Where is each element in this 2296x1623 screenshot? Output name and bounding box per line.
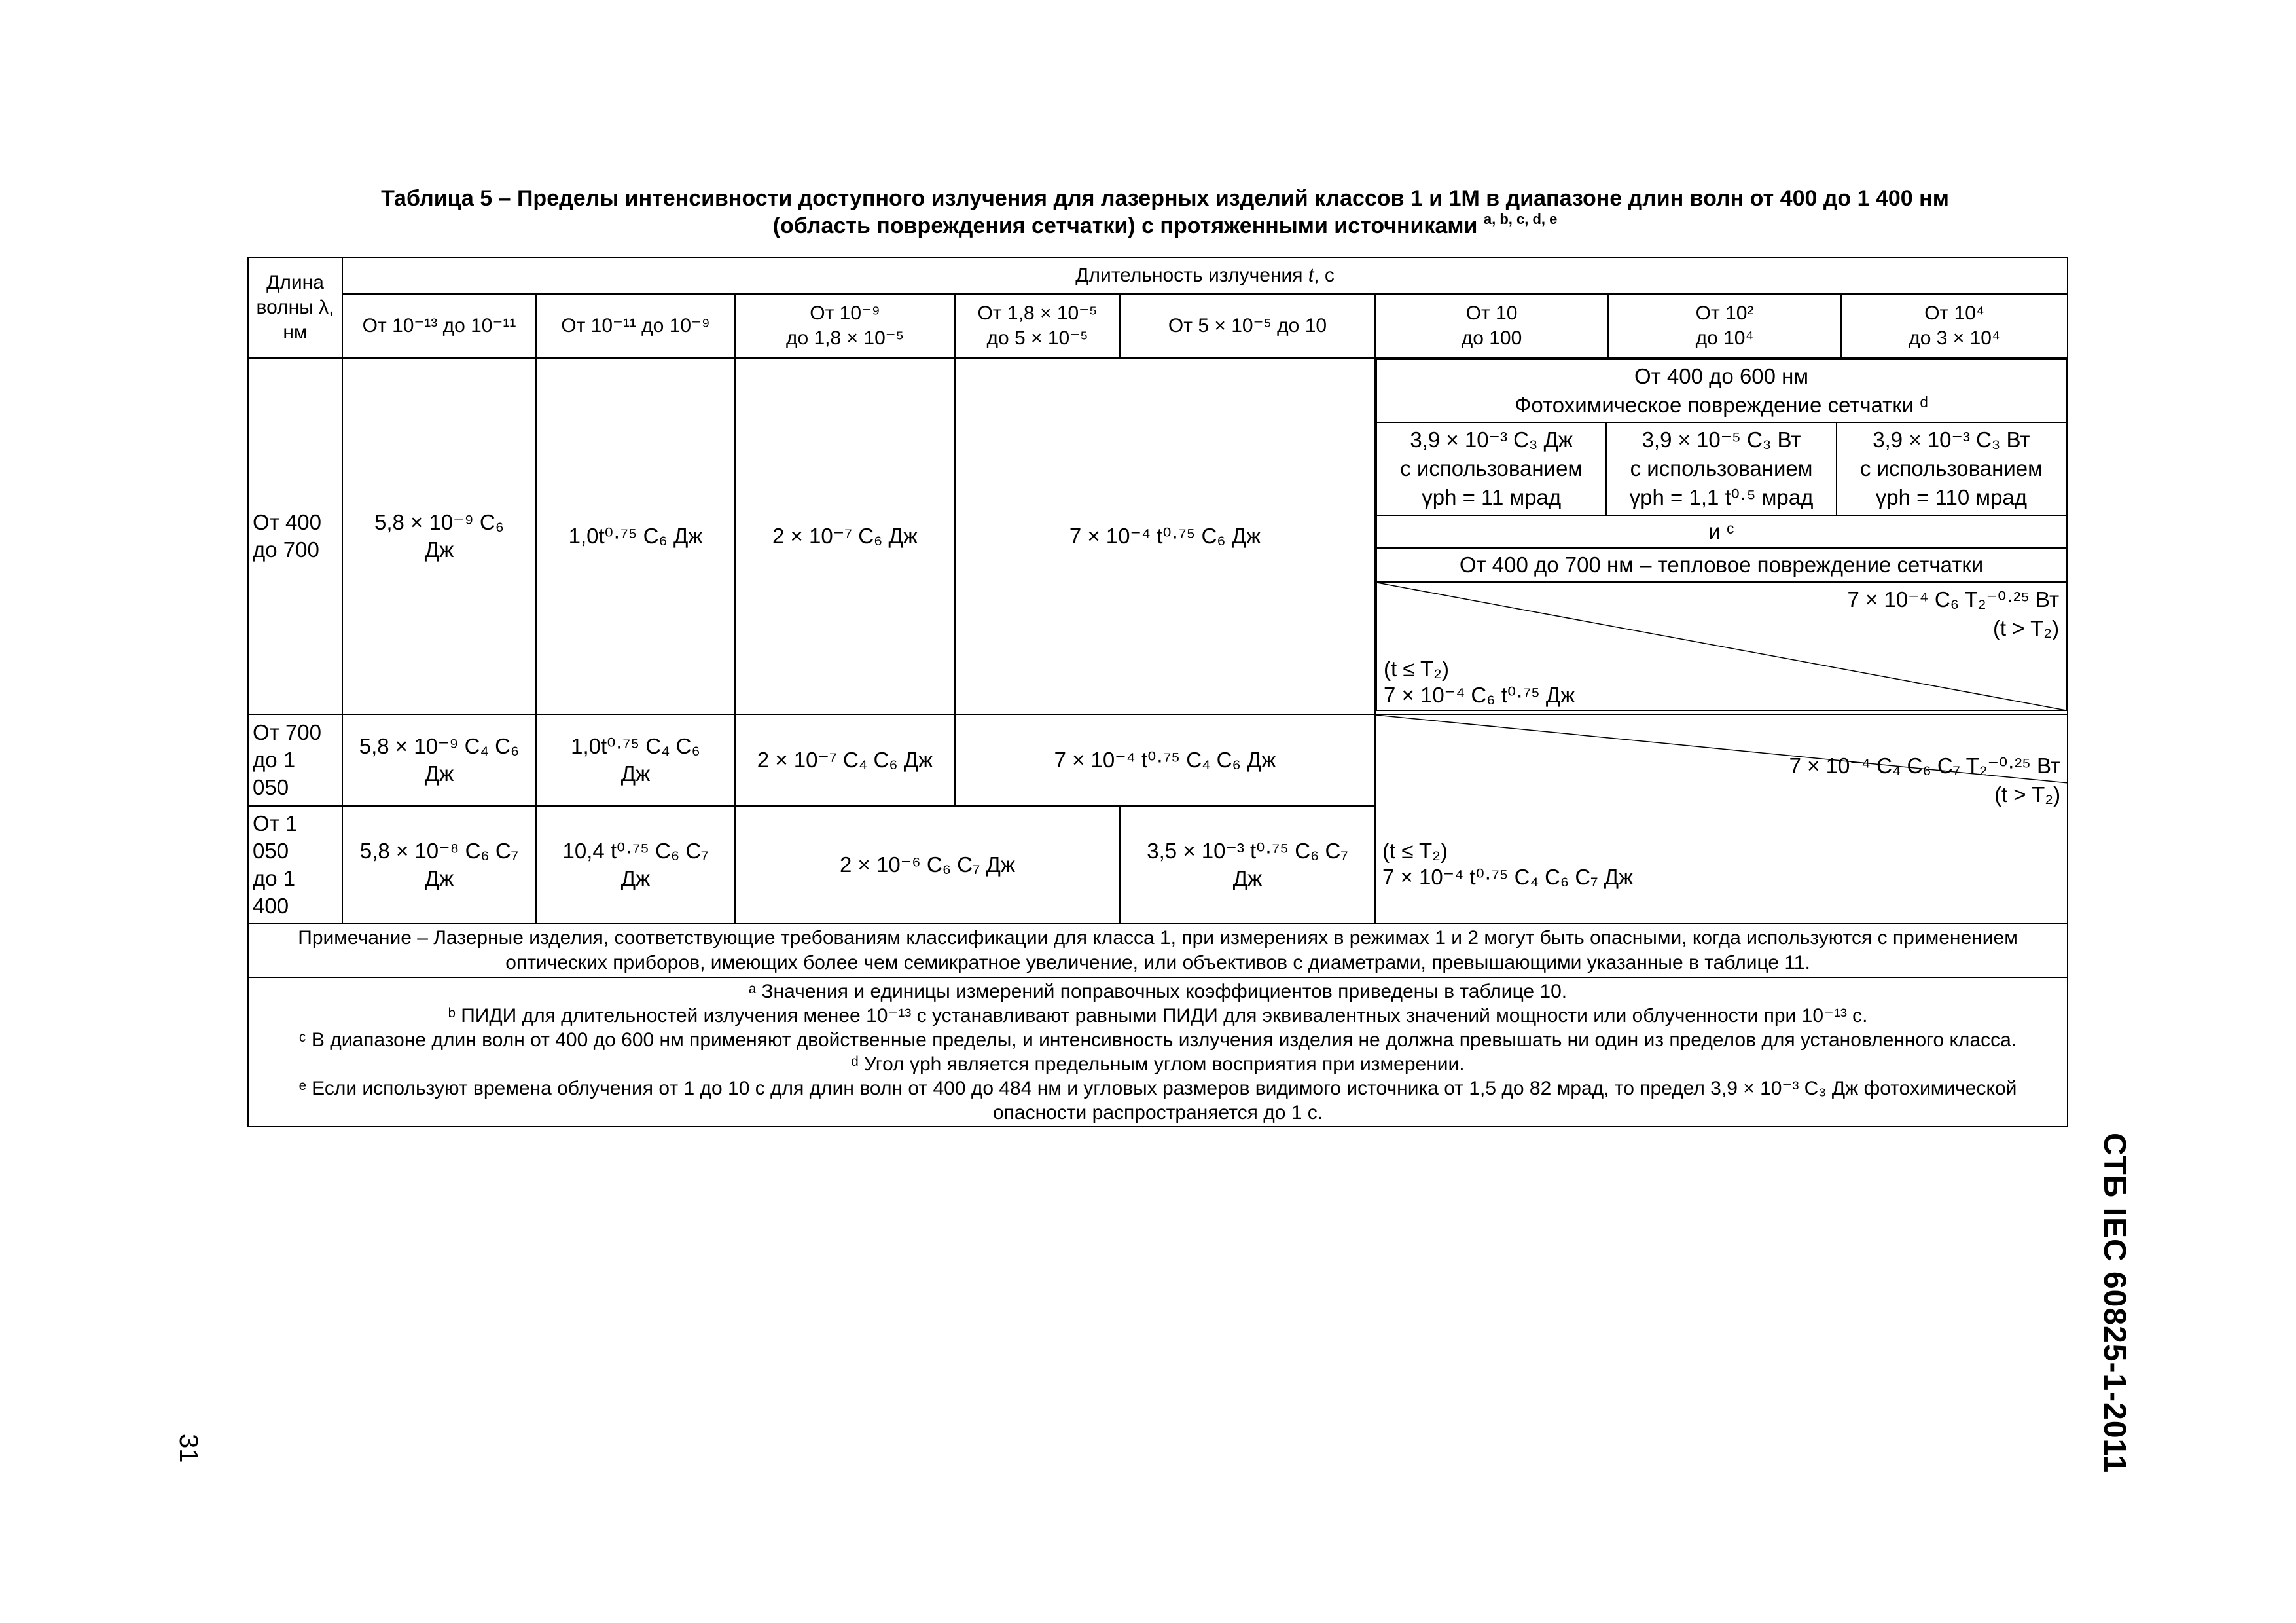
col-header-1: От 10⁻¹³ до 10⁻¹¹ [342,294,536,358]
thermal-short-limit [1384,656,1575,708]
row3-val-5a: 3,5 × 10⁻³ t⁰·⁷⁵ C₆ C₇ [1147,839,1348,863]
col-header-6 [1375,294,1608,358]
row2-val-45: 7 × 10⁻⁴ t⁰·⁷⁵ C₄ C₆ Дж [955,714,1375,806]
photo-limit-1b: с использованием [1400,456,1583,481]
thermal-long-limit [1847,585,2059,643]
table-footnotes [248,977,2068,1127]
thermal-long-a: 7 × 10⁻⁴ C₆ T₂⁻⁰·²⁵ Вт [1847,587,2060,611]
photo-limit-2c: γph = 1,1 t⁰·⁵ мрад [1629,485,1814,509]
duration-var: t [1308,264,1314,286]
row2-wl-c: 050 [253,775,289,799]
ir-short-a: (t ≤ T₂) [1382,839,1448,863]
footnote-a: ᵃ Значения и единицы измерений поправочных коэффициентов приведены в таблице 10. [748,981,1568,1002]
row1-val-1a: 5,8 × 10⁻⁹ C₆ [374,510,505,534]
row1-val-45: 7 × 10⁻⁴ t⁰·⁷⁵ C₆ Дж [955,358,1375,714]
row3-val-1a: 5,8 × 10⁻⁸ C₆ C₇ [359,839,519,863]
row1-long-duration [1375,358,2068,714]
page-number-text: 31 [174,1434,203,1463]
photo-limit-2b: с использованием [1630,456,1813,481]
row1-val-2: 1,0t⁰·⁷⁵ C₆ Дж [536,358,735,714]
dual-limit-and: и ᶜ [1376,515,2066,548]
photochemical-header [1376,359,2066,422]
col-header-4a: От 1,8 × 10⁻⁵ [977,302,1098,324]
thermal-header: От 400 до 700 нм – тепловое повреждение сетчатки [1376,548,2066,582]
duration-unit: , с [1314,264,1335,286]
row2-val-2 [536,714,735,806]
row3-val-5b: Дж [1232,866,1263,890]
limits-table [247,257,2068,1127]
row2-val-1a: 5,8 × 10⁻⁹ C₄ C₆ [359,734,520,758]
footnote-e: ᵉ Если используют времена облучения от 1 до 10 с для длин волн от 400 до 484 нм и угловых размеров видимого источника от 1,5 до 82 мрад, то предел 3,9 × 10⁻³ C₃ Дж фотохимической опасности распространяется до 1 с. [298,1078,2017,1123]
footnote-b: ᵇ ПИДИ для длительностей излучения менее 10⁻¹³ с устанавливают равными ПИДИ для эквивалентных значений мощности или облученности при 10⁻¹³ с. [448,1005,1868,1027]
col-header-2: От 10⁻¹¹ до 10⁻⁹ [536,294,735,358]
col-header-8b: до 3 × 10⁴ [1909,327,2000,349]
standard-designation-text: СТБ IEC 60825-1-2011 [2097,1133,2132,1474]
ir-long-limit [1789,752,2060,809]
ir-long-b: (t > T₂) [1994,782,2061,807]
table-title [249,185,2081,240]
row3-val-2b: Дж [620,866,651,890]
photo-limit-3a: 3,9 × 10⁻³ C₃ Вт [1873,428,2030,452]
footnote-c: ᶜ В диапазоне длин волн от 400 до 600 нм применяют двойственные пределы, и интенсивность излучения изделия не должна превышать ни один из пределов для установленного класса. [298,1029,2017,1051]
row23-diagonal [1375,714,2068,924]
row1-wl-b: до 700 [253,538,319,562]
col-header-4 [955,294,1120,358]
row3-wl-c: до 1 [253,866,296,890]
row3-wl-a: От 1 [253,811,298,835]
duration-header [342,257,2068,294]
col-header-8a: От 10⁴ [1924,302,1984,324]
row3-val-1 [342,806,536,924]
col-header-7a: От 10² [1695,302,1754,324]
col-header-3b: до 1,8 × 10⁻⁵ [785,327,905,349]
row2-val-3: 2 × 10⁻⁷ C₄ C₆ Дж [735,714,955,806]
row2-val-1b: Дж [424,761,454,786]
photo-limit-3c: γph = 110 мрад [1875,485,2028,509]
photo-limit-3 [1837,422,2066,515]
ir-long-a: 7 × 10⁻⁴ C₄ C₆ C₇ T₂⁻⁰·²⁵ Вт [1789,754,2061,778]
title-line-1: Таблица 5 – Пределы интенсивности доступного излучения для лазерных изделий классов 1 и 1М в диапазоне длин волн от 400 до 1 400 нм [381,186,1949,211]
row2-wl-b: до 1 [253,748,296,772]
col-header-7b: до 10⁴ [1695,327,1754,349]
row1-wavelength [248,358,342,714]
title-line-2 [249,212,2081,240]
row3-wl-b: 050 [253,839,289,863]
row1-wl-a: От 400 [253,510,322,534]
standard-designation [2097,1133,2153,1499]
row1-inner-table [1376,359,2067,711]
photo-limit-3b: с использованием [1859,456,2043,481]
row2-val-2b: Дж [620,761,651,786]
table-note: Примечание – Лазерные изделия, соответствующие требованиям классификации для класса 1, при измерениях в режимах 1 и 2 могут быть опасными, когда используются с применением оптических приборов, имеющих более чем семикратное увеличение, или объективов с диаметрами, превышающими указанные в таблице 11. [248,924,2068,977]
row3-wavelength [248,806,342,924]
photo-limit-1a: 3,9 × 10⁻³ C₃ Дж [1410,428,1573,452]
row1-val-3: 2 × 10⁻⁷ C₆ Дж [735,358,955,714]
photo-range: От 400 до 600 нм [1634,364,1809,388]
thermal-short-b: 7 × 10⁻⁴ C₆ t⁰·⁷⁵ Дж [1384,683,1575,707]
page-number [175,1434,215,1473]
row3-val-1b: Дж [424,866,454,890]
col-header-4b: до 5 × 10⁻⁵ [986,327,1088,349]
photo-limit-1 [1376,422,1606,515]
col-header-5: От 5 × 10⁻⁵ до 10 [1120,294,1375,358]
col-header-7 [1608,294,1841,358]
footnote-d: ᵈ Угол γph является предельным углом восприятия при измерении. [851,1053,1465,1075]
photo-limit-2 [1606,422,1836,515]
row1-val-1b: Дж [424,538,454,562]
wavelength-header: Длина волны λ, нм [248,257,342,358]
col-header-3a: От 10⁻⁹ [810,302,880,324]
title-line-2-text: (область повреждения сетчатки) с протяженными источниками [772,213,1478,238]
row2-val-1 [342,714,536,806]
row2-wl-a: От 700 [253,720,322,744]
photo-limit-2a: 3,9 × 10⁻⁵ C₃ Вт [1641,428,1801,452]
col-header-8 [1841,294,2068,358]
col-header-6a: От 10 [1465,302,1518,324]
row2-wavelength [248,714,342,806]
diagonal-line-2 [1376,715,2068,924]
row3-val-2a: 10,4 t⁰·⁷⁵ C₆ C₇ [562,839,709,863]
row1-val-1 [342,358,536,714]
thermal-short-a: (t ≤ T₂) [1384,657,1449,681]
photo-limit-1c: γph = 11 мрад [1422,485,1562,509]
row3-val-5 [1120,806,1375,924]
col-header-3 [735,294,955,358]
row3-wl-d: 400 [253,894,289,918]
ir-short-limit [1382,838,1633,890]
row2-val-2a: 1,0t⁰·⁷⁵ C₄ C₆ [571,734,700,758]
row3-val-2 [536,806,735,924]
row3-val-34: 2 × 10⁻⁶ C₆ C₇ Дж [735,806,1120,924]
row1-thermal-diagonal [1376,582,2066,710]
title-footnote-marks: a, b, c, d, e [1483,210,1558,227]
ir-short-b: 7 × 10⁻⁴ t⁰·⁷⁵ C₄ C₆ C₇ Дж [1382,865,1634,889]
photo-label: Фотохимическое повреждение сетчатки ᵈ [1515,393,1928,417]
thermal-long-b: (t > T₂) [1992,616,2060,640]
duration-label: Длительность излучения [1075,264,1303,286]
col-header-6b: до 100 [1461,327,1522,349]
